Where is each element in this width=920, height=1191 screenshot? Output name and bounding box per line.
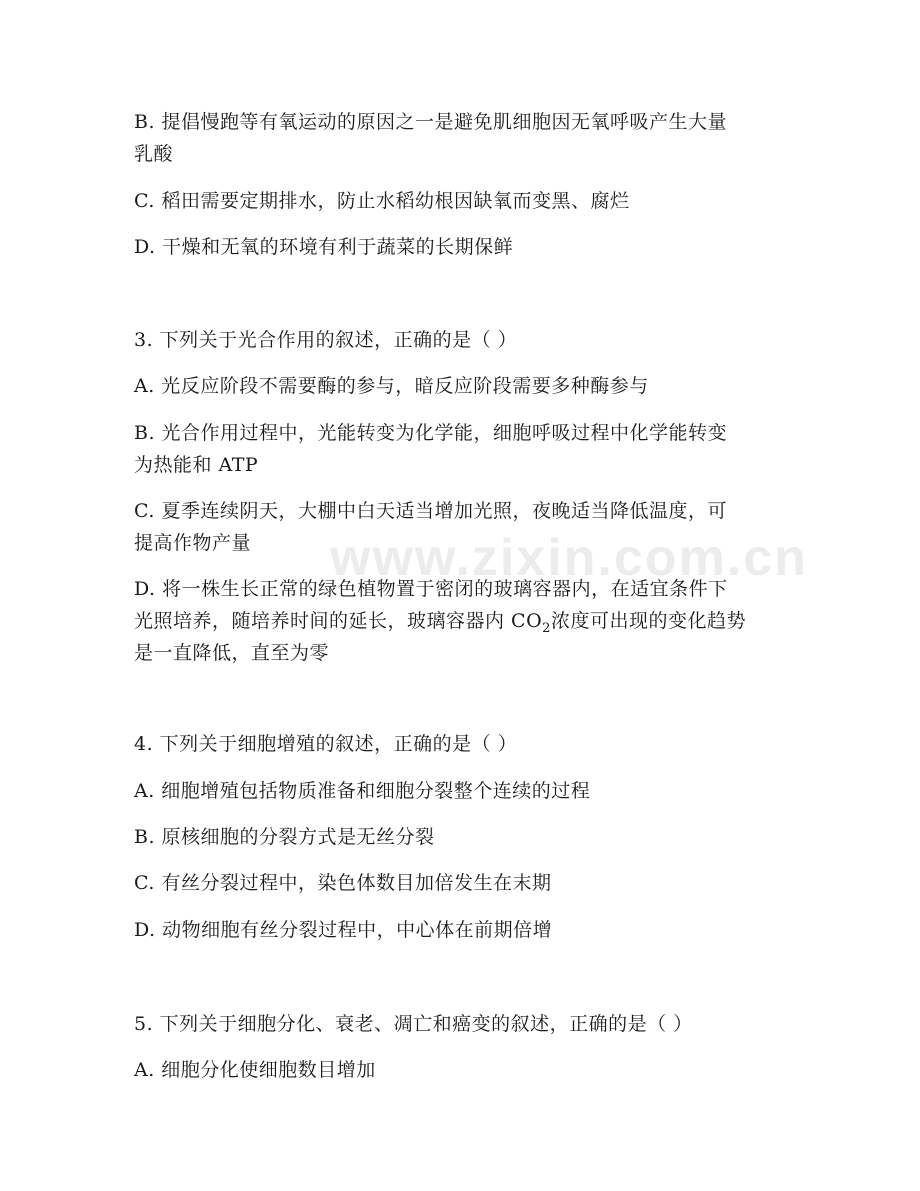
- watermark: www.zixin.com.cn: [330, 529, 808, 587]
- q3-option-b-line2: 为热能和 ATP: [134, 454, 259, 476]
- q3-option-c-line2: 提高作物产量: [134, 532, 252, 554]
- q5-stem: 5. 下列关于细胞分化、衰老、凋亡和癌变的叙述，正确的是（ ）: [134, 1013, 693, 1035]
- q3-option-a: A. 光反应阶段不需要酶的参与，暗反应阶段需要多种酶参与: [134, 375, 649, 397]
- q4-option-b: B. 原核细胞的分裂方式是无丝分裂: [134, 826, 435, 848]
- q2-option-b-line2: 乳酸: [134, 143, 174, 165]
- q3-stem: 3. 下列关于光合作用的叙述，正确的是（ ）: [134, 329, 518, 351]
- q2-option-b-line1: B. 提倡慢跑等有氧运动的原因之一是避免肌细胞因无氧呼吸产生大量: [134, 111, 728, 133]
- q4-stem: 4. 下列关于细胞增殖的叙述，正确的是（ ）: [134, 733, 518, 755]
- q2-option-d: D. 干燥和无氧的环境有利于蔬菜的长期保鲜: [134, 236, 514, 258]
- q3-option-d-line2-text-post: 浓度可出现的变化趋势: [550, 610, 746, 632]
- q4-option-d: D. 动物细胞有丝分裂过程中，中心体在前期倍增: [134, 919, 553, 941]
- q3-option-d-line2-text: 光照培养，随培养时间的延长，玻璃容器内 CO: [134, 610, 543, 632]
- q3-option-d-line1: D. 将一株生长正常的绿色植物置于密闭的玻璃容器内，在适宜条件下: [134, 578, 728, 600]
- q5-option-a: A. 细胞分化使细胞数目增加: [134, 1059, 376, 1081]
- q4-option-c: C. 有丝分裂过程中，染色体数目加倍发生在末期: [134, 872, 552, 894]
- q3-option-c-line1: C. 夏季连续阴天，大棚中白天适当增加光照，夜晚适当降低温度，可: [134, 500, 727, 522]
- q3-option-b-line1: B. 光合作用过程中，光能转变为化学能，细胞呼吸过程中化学能转变: [134, 422, 728, 444]
- q2-option-c: C. 稻田需要定期排水，防止水稻幼根因缺氧而变黑、腐烂: [134, 190, 630, 212]
- q3-option-d-line3: 是一直降低，直至为零: [134, 642, 330, 664]
- co2-subscript: 2: [542, 620, 551, 636]
- q4-option-a: A. 细胞增殖包括物质准备和细胞分裂整个连续的过程: [134, 780, 591, 802]
